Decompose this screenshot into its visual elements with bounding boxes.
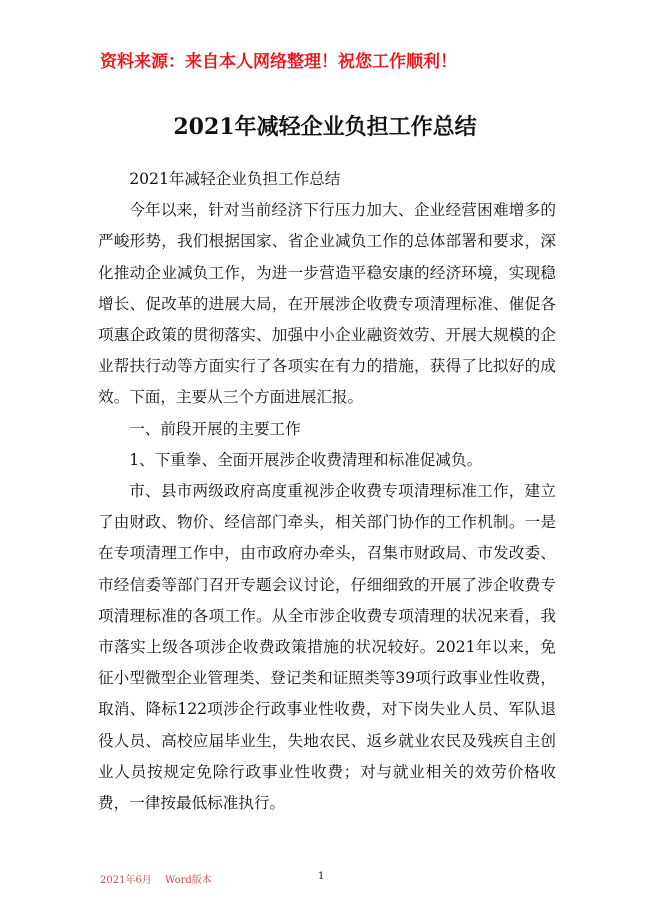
subsection-heading: 1、下重拳、全面开展涉企收费清理和标准促减负。 (129, 450, 483, 469)
page-footer (100, 871, 212, 886)
body-paragraph-detail: 市、县市两级政府高度重视涉企收费专项清理标准工作，建立了由财政、物价、经信部门牵头，相关部门协作的工作机制。一是在专项清理工作中，由市政府办牵头，召集市财政局、市发改委、市经信委等部门召开专题会议讨论，仔细细致的开展了涉企收费专项清理标准的各项工作。从全市涉企收费专项清理的状况来看，我市落实上级各项涉企收费政策措施的状况较好。2021年以来，免征小型微型企业管理类、登记类和证照类等39项行政事业性收费，取消、降标122项涉企行政事业性收费，对下岗失业人员、军队退役人员、高校应届毕业生，失地农民、返乡就业农民及残疾自主创业人员按规定免除行政事业性收费；对与就业相关的效劳价格收费，一律按最低标准执行。 (98, 482, 556, 813)
document-body (98, 164, 556, 819)
body-paragraph-intro: 今年以来，针对当前经济下行压力加大、企业经营困难增多的严峻形势，我们根据国家、省企业减负工作的总体部署和要求，深化推动企业减负工作，为进一步营造平稳安康的经济环境，实现稳增长、促改革的进展大局，在开展涉企收费专项清理标准、催促各项惠企政策的贯彻落实、加强中小企业融资效劳、开展大规模的企业帮扶行动等方面实行了各项实在有力的措施，获得了比拟好的成效。下面，主要从三个方面进展汇报。 (98, 201, 556, 407)
footer-date: 2021年6月 (100, 875, 152, 886)
footer-version: Word版本 (165, 875, 212, 886)
body-paragraph-subtitle: 2021年减轻企业负担工作总结 (129, 170, 341, 188)
page-number: 1 (318, 871, 325, 882)
document-title: 2021年减轻企业负担工作总结 (173, 114, 477, 140)
source-banner: 资料来源：来自本人网络整理！祝您工作顺利！ (100, 52, 457, 72)
section-heading: 一、前段开展的主要工作 (129, 419, 301, 438)
